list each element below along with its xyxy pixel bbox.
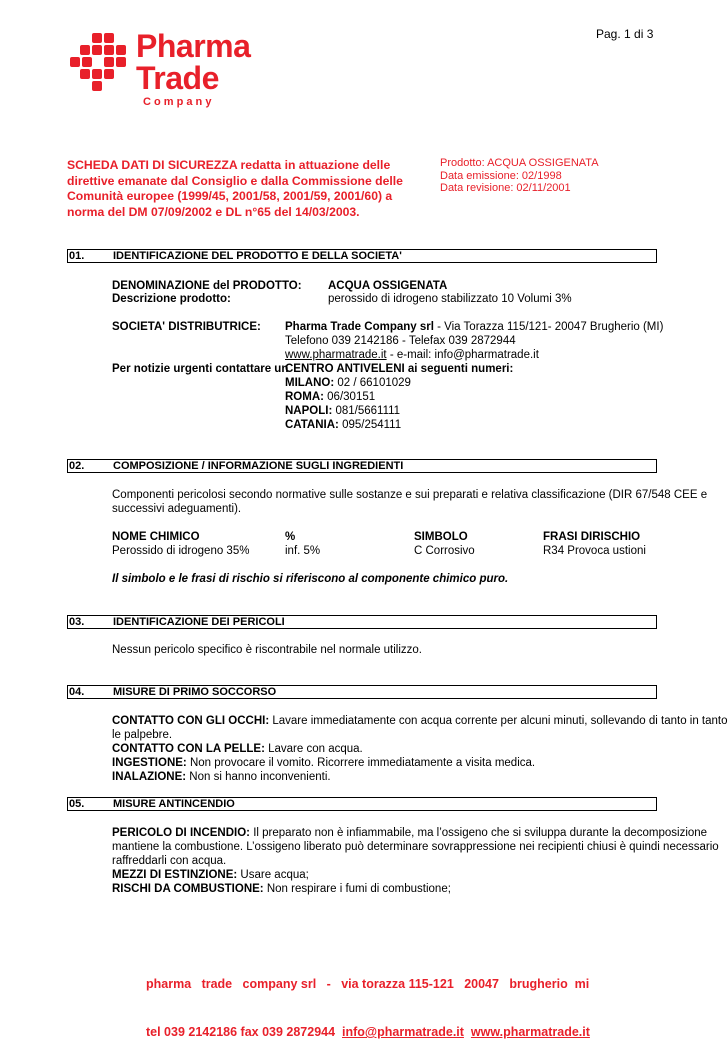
urgent-contact-label: Per notizie urgenti contattare un (112, 363, 289, 375)
section-header-02 (67, 459, 657, 473)
section-number: 04. (69, 686, 85, 698)
fire-hazard (112, 826, 708, 840)
inhalation (112, 770, 657, 784)
city-phone: 095/254111 (338, 419, 402, 431)
logo-square (70, 57, 80, 67)
eye-contact-cont: le palpebre. (112, 729, 173, 741)
document-title (67, 158, 422, 220)
logo-square (92, 33, 102, 43)
composition-table (112, 530, 657, 560)
poison-center-catania (285, 418, 401, 432)
distributor-address: - Via Torazza 115/121- 20047 Brugherio (MI) (433, 321, 664, 333)
inhalation-label: INALAZIONE: (112, 771, 187, 783)
combustion-text: Non respirare i fumi di combustione; (263, 883, 451, 895)
city-label: CATANIA: (285, 419, 339, 431)
table-cell: Perossido di idrogeno 35% (112, 545, 250, 557)
section-number: 03. (69, 616, 85, 628)
city-phone: 06/30151 (323, 391, 376, 403)
distributor-line1 (285, 320, 663, 334)
section-number: 02. (69, 460, 85, 472)
fire-hazard-cont: mantiene la combustione. L’ossigeno liberato può determinare sovrappressione nei recipienti chiusi è quindi necessario (112, 841, 719, 853)
fire-hazard-text: Il preparato non è infiammabile, ma l’ossigeno che si sviluppa durante la decomposizione (250, 827, 708, 839)
title-line: norma del DM 07/09/2002 e DL n°65 del 14/03/2003. (67, 204, 360, 219)
city-phone: 02 / 66101029 (334, 377, 411, 389)
eye-contact-label: CONTATTO CON GLI OCCHI: (112, 715, 270, 727)
distributor-email: - e-mail: info@pharmatrade.it (386, 349, 539, 361)
table-header: % (285, 531, 296, 543)
company-logo (70, 28, 300, 112)
section-title: MISURE DI PRIMO SOCCORSO (113, 686, 277, 698)
footer-contacts (146, 1024, 590, 1040)
table-cell: C Corrosivo (414, 545, 475, 557)
section-title: COMPOSIZIONE / INFORMAZIONE SUGLI INGREDIENTI (113, 460, 404, 472)
logo-square (92, 45, 102, 55)
revision-date: Data revisione: 02/11/2001 (440, 182, 571, 194)
composition-intro: successivi adeguamenti). (112, 503, 242, 515)
poison-center-label: CENTRO ANTIVELENI ai seguenti numeri: (285, 363, 514, 375)
logo-square (80, 45, 90, 55)
logo-square (104, 57, 114, 67)
title-line: Comunità europee (1999/45, 2001/58, 2001/59, 2001/60) a (67, 189, 393, 203)
title-line: SCHEDA DATI DI SICUREZZA redatta in attuazione delle (67, 158, 391, 172)
table-header: SIMBOLO (414, 531, 468, 543)
poison-center-napoli (285, 404, 400, 418)
fire-hazard-label: PERICOLO DI INCENDIO: (112, 827, 251, 839)
fire-hazard-cont: raffreddarli con acqua. (112, 855, 227, 867)
title-line: direttive emanate dal Consiglio e dalla Commissione delle (67, 173, 403, 188)
logo-square (80, 69, 90, 79)
composition-intro: Componenti pericolosi secondo normative sulle sostanze e sui preparati e relativa classificazione (DIR 67/548 CEE e (112, 489, 708, 501)
section-title: MISURE ANTINCENDIO (113, 798, 235, 810)
footer-email-link[interactable]: info@pharmatrade.it (342, 1025, 464, 1039)
section-05-body (112, 826, 719, 896)
ingestion (112, 756, 657, 770)
section-header-05 (67, 797, 657, 811)
section-title: IDENTIFICAZIONE DEL PRODOTTO E DELLA SOCIETA' (113, 250, 402, 262)
section-header-01 (67, 249, 657, 263)
ingestion-label: INGESTIONE: (112, 757, 187, 769)
logo-square (116, 57, 126, 67)
extinguishing-means (112, 868, 657, 882)
logo-square (104, 69, 114, 79)
section-04-body (112, 714, 728, 784)
section-number: 01. (69, 250, 85, 262)
distributor-company: Pharma Trade Company srl (285, 321, 434, 333)
footer (146, 944, 590, 1056)
skin-contact (112, 742, 657, 756)
section-header-04 (67, 685, 657, 699)
eye-contact-text: Lavare immediatamente con acqua corrente per alcuni minuti, sollevando di tanto in tanto (269, 715, 728, 727)
skin-contact-label: CONTATTO CON LA PELLE: (112, 743, 265, 755)
section-title: IDENTIFICAZIONE DEI PERICOLI (113, 616, 285, 628)
logo-text-line3: C o m p a n y (143, 96, 212, 108)
table-header: NOME CHIMICO (112, 531, 200, 543)
city-label: NAPOLI: (285, 405, 333, 417)
footer-website-link[interactable]: www.pharmatrade.it (470, 1025, 590, 1039)
logo-square (92, 81, 102, 91)
extinguishing-text: Usare acqua; (237, 869, 309, 881)
distributor-label: SOCIETA' DISTRIBUTRICE: (112, 321, 261, 333)
city-label: MILANO: (285, 377, 335, 389)
product-name: Prodotto: ACQUA OSSIGENATA (440, 157, 599, 169)
distributor-phone: Telefono 039 2142186 - Telefax 039 2872944 (285, 335, 516, 347)
description-label: Descrizione prodotto: (112, 293, 231, 305)
denomination-value: ACQUA OSSIGENATA (328, 280, 448, 292)
section-02-body (112, 488, 708, 516)
logo-square (82, 57, 92, 67)
logo-square (92, 69, 102, 79)
page-number: Pag. 1 di 3 (596, 27, 654, 41)
logo-square (104, 45, 114, 55)
section-number: 05. (69, 798, 85, 810)
issue-date: Data emissione: 02/1998 (440, 169, 562, 182)
composition-note: Il simbolo e le frasi di rischio si riferiscono al componente chimico puro. (112, 573, 509, 585)
distributor-contacts (285, 348, 539, 362)
combustion-label: RISCHI DA COMBUSTIONE: (112, 883, 264, 895)
skin-contact-text: Lavare con acqua. (264, 743, 363, 755)
logo-square (104, 33, 114, 43)
city-phone: 081/5661111 (332, 405, 401, 417)
footer-address: pharma trade company srl - via torazza 115-121 20047 brugherio mi (146, 977, 590, 991)
poison-center-milano (285, 376, 411, 390)
table-cell: R34 Provoca ustioni (543, 545, 646, 557)
section-header-03 (67, 615, 657, 629)
poison-center-roma (285, 390, 375, 404)
table-cell: inf. 5% (285, 545, 321, 557)
extinguishing-label: MEZZI DI ESTINZIONE: (112, 869, 238, 881)
city-label: ROMA: (285, 391, 324, 403)
eye-contact (112, 714, 728, 728)
denomination-label: DENOMINAZIONE del PRODOTTO: (112, 280, 302, 292)
table-header: FRASI DIRISCHIO (543, 531, 641, 543)
logo-text-line1: Pharma (136, 28, 251, 64)
distributor-website-link[interactable]: www.pharmatrade.it (285, 349, 387, 361)
ingestion-text: Non provocare il vomito. Ricorrere immediatamente a visita medica. (186, 757, 536, 769)
footer-phone-fax: tel 039 2142186 fax 039 2872944 (146, 1025, 343, 1039)
product-info (440, 157, 599, 195)
logo-square (116, 45, 126, 55)
logo-text-line2: Trade (136, 60, 219, 96)
description-value: perossido di idrogeno stabilizzato 10 Volumi 3% (328, 293, 572, 305)
combustion-risks (112, 882, 657, 896)
inhalation-text: Non si hanno inconvenienti. (186, 771, 331, 783)
hazards-text: Nessun pericolo specifico è riscontrabile nel normale utilizzo. (112, 644, 423, 656)
